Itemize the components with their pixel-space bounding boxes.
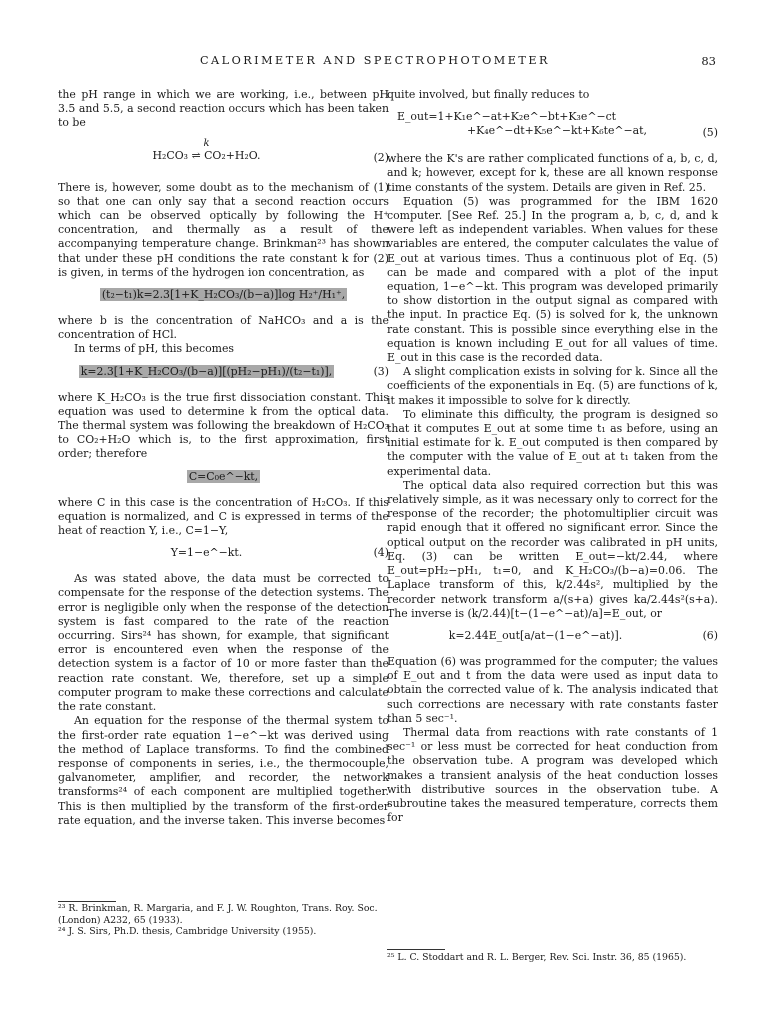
reaction-arrow-label: k xyxy=(203,137,210,149)
footnote-24: ²⁴ J. S. Sirs, Ph.D. thesis, Cambridge University (1955). xyxy=(58,926,317,938)
page-number: 83 xyxy=(701,54,716,68)
paragraph: the pH range in which we are working, i.e., between pH 3.5 and 5.5, a second reaction occurs which has been taken to be xyxy=(58,88,389,130)
paragraph: There is, however, some doubt as to the mechanism of (1) so that one can only say that a second reaction occurs which can be observed optically by following the H⁺ concentration, and thermally as a result of the accompanying temperature change. Brinkman²³ has shown that under these pH conditions the rate constant k for (2) is given, in terms of the hydrogen ion concentration, as xyxy=(58,180,389,279)
equation-text: H₂CO₃ ⇌ CO₂+H₂O. xyxy=(152,148,261,162)
right-column xyxy=(387,88,718,825)
equation-text: k=2.3[1+K_H₂CO₃/(b−a)][(pH₂−pH₁)/(t₂−t₁)], xyxy=(80,364,333,378)
paragraph: To eliminate this difficulty, the program is designed so that it computes E_out at some time t₁ as before, using an initial estimate for k. E_out computed is then compared by the computer with the value of E_out at t₁ taken from the experimental data. xyxy=(387,407,718,478)
paragraph: where K_H₂CO₃ is the true first dissociation constant. This equation was used to determine k from the optical data. The thermal system was following the breakdown of H₂CO₃ to CO₂+H₂O which is, to the first approximation, first order; therefore xyxy=(58,390,389,461)
paragraph: An equation for the response of the thermal system to the first-order rate equation 1−e^−kt was derived using the method of Laplace transforms. To find the combined response of components in series, i.e., the thermocouple, galvanometer, amplifier, and recorder, the network transforms²⁴ of each component are multiplied together. This is then multiplied by the transform of the first-order rate equation, and the inverse taken. This inverse becomes xyxy=(58,714,389,827)
equation-k-definition xyxy=(58,288,389,306)
left-column xyxy=(58,88,389,828)
page-header xyxy=(0,54,768,72)
equation-text: C=C₀e^−kt, xyxy=(188,469,259,483)
equation-2 xyxy=(58,139,389,173)
equation-number: (5) xyxy=(702,126,718,140)
equation-text: k=2.44E_out[a/at−(1−e^−at)]. xyxy=(448,628,623,642)
footnotes-left xyxy=(58,903,389,938)
equation-line: E_out=1+K₁e^−at+K₂e^−bt+K₃e^−ct xyxy=(397,110,617,124)
paragraph: A slight complication exists in solving for k. Since all the coefficients of the exponentials in Eq. (5) are functions of k, it makes it impossible to solve for k directly. xyxy=(387,365,718,407)
footnote-23: ²³ R. Brinkman, R. Margaria, and F. J. W. Roughton, Trans. Roy. Soc. (London) A232, 65 (1933). xyxy=(58,903,378,926)
equation-text: Y=1−e^−kt. xyxy=(170,546,243,560)
paragraph: In terms of pH, this becomes xyxy=(74,342,234,356)
paragraph: where C in this case is the concentration of H₂CO₃. If this equation is normalized, and C is expressed in terms of the heat of reaction Y, i.e., C=1−Y, xyxy=(58,495,389,538)
paragraph: The optical data also required correction but this was relatively simple, as it was necessary only to correct for the response of the recorder; the photomultiplier circuit was rapid enough that it offered no significant error. Since the optical output on the recorder was calibrated in pH units, Eq. (3) can be written E_out=−kt/2.44, where E_out=pH₂−pH₁, t₁=0, and K_H₂CO₃/(b−a)=0.06. The Laplace transform of this, k/2.44s², multiplied by the recorder network transform a/(s+a) gives ka/2.44s²(s+a). The inverse is (k/2.44)[t−(1−e^−at)/a]=E_out, or xyxy=(387,478,718,620)
equation-text: (t₂−t₁)k=2.3[1+K_H₂CO₃/(b−a)]log H₂⁺/H₁⁺, xyxy=(101,288,346,302)
paragraph: where b is the concentration of NaHCO₃ and a is the concentration of HCl. xyxy=(58,314,389,342)
footnote-25: ²⁵ L. C. Stoddart and R. L. Berger, Rev. Sci. Instr. 36, 85 (1965). xyxy=(387,952,687,963)
equation-c xyxy=(58,470,389,488)
equation-number: (4) xyxy=(373,546,389,560)
equation-number: (3) xyxy=(373,364,389,378)
paragraph: quite involved, but finally reduces to xyxy=(387,88,590,101)
paragraph: As was stated above, the data must be corrected to compensate for the response of the detection systems. The error is negligible only when the response of the detection system is fast compared to the rate of the reaction occurring. Sirs²⁴ has shown, for example, that significant error is encountered even when the response of the detection system is a factor of 10 or more faster than the reaction rate constant. We, therefore, set up a simple computer program to make these corrections and calculate the rate constant. xyxy=(58,572,389,714)
equation-3 xyxy=(58,365,389,383)
footnote-divider xyxy=(58,901,116,902)
equation-5 xyxy=(387,110,718,144)
equation-number: (6) xyxy=(702,628,718,642)
equation-6 xyxy=(387,629,718,647)
paragraph: Equation (6) was programmed for the computer; the values of E_out and t from the data were used as input data to obtain the corrected value of k. The analysis indicated that such corrections are necessary with rate constants faster than 5 sec⁻¹. xyxy=(387,654,718,725)
running-title: CALORIMETER AND SPECTROPHOTOMETER xyxy=(200,54,550,67)
paragraph: Equation (5) was programmed for the IBM 1620 computer. [See Ref. 25.] In the program a, b, c, d, and k were left as independent variables. When values for these variables are entered, the computer calculates the value of E_out at various times. Thus a continuous plot of Eq. (5) can be made and compared with a plot of the input equation, 1−e^−kt. This program was developed primarily to show distortion in the output signal as compared with the input. In practice Eq. (5) is solved for k, the unknown rate constant. This is possible since everything else in the equation is known including E_out for all values of time. E_out in this case is the recorded data. xyxy=(387,194,718,365)
footnote-divider xyxy=(387,949,445,950)
equation-line: +K₄e^−dt+K₅e^−kt+K₆te^−at, xyxy=(467,124,647,138)
paragraph: Thermal data from reactions with rate constants of 1 sec⁻¹ or less must be corrected for heat conduction from the observation tube. A program was developed which makes a transient analysis of the heat conduction losses with distributive sources in the observation tube. A subroutine takes the measured temperature, corrects them for xyxy=(387,725,718,825)
paragraph: where the K's are rather complicated functions of a, b, c, d, and k; however, except for k, these are all known response time constants of the system. Details are given in Ref. 25. xyxy=(387,152,718,194)
footnotes-right xyxy=(387,952,718,964)
equation-4 xyxy=(58,546,389,564)
equation-number: (2) xyxy=(373,150,389,164)
